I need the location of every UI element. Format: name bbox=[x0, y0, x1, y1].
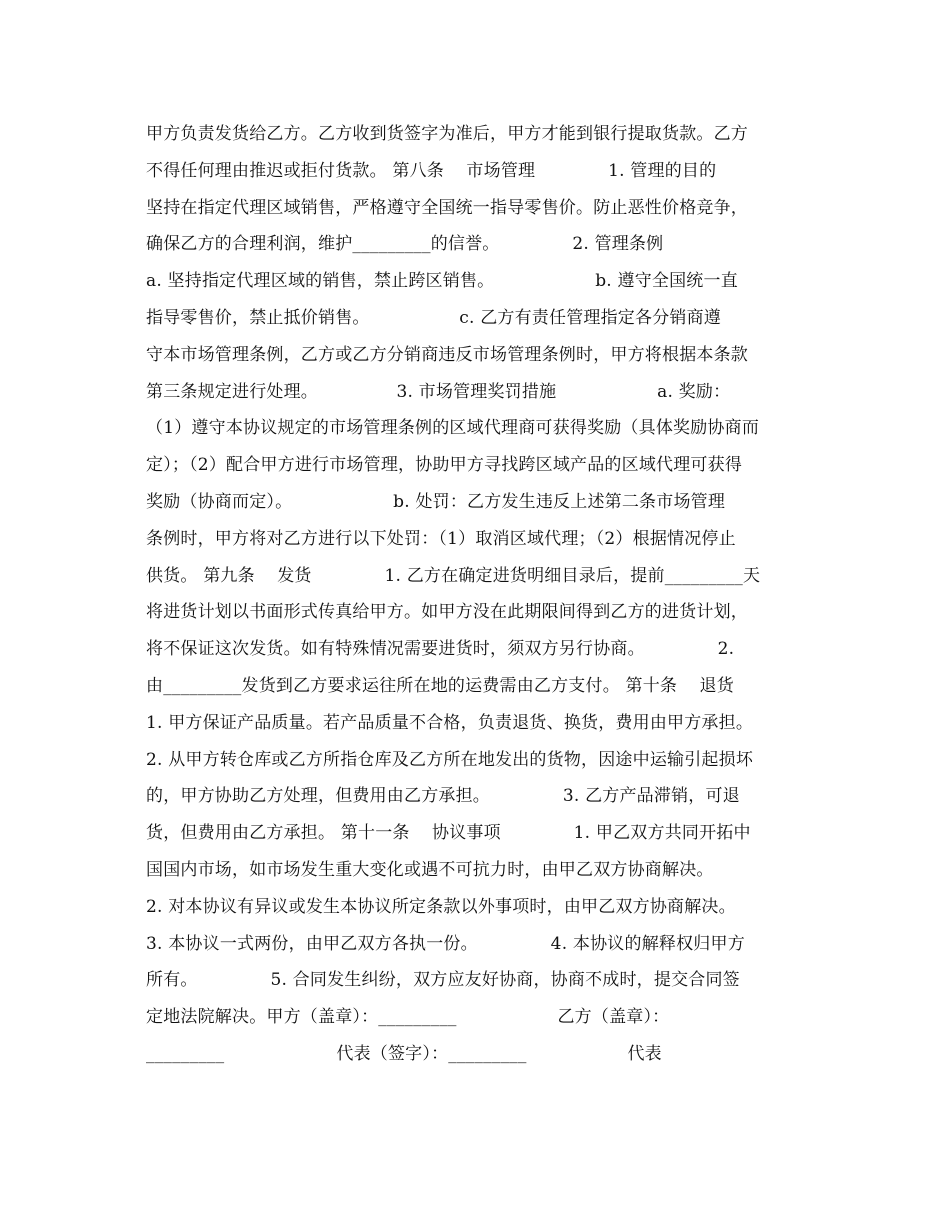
text-line: 国国内市场，如市场发生重大变化或遇不可抗力时，由甲乙双方协商解决。 bbox=[146, 859, 714, 880]
text-line: 确保乙方的合理利润，维护_________的信誉。 2. 管理条例 bbox=[146, 234, 664, 255]
text-line: 条例时，甲方将对乙方进行以下处罚：（1）取消区域代理；（2）根据情况停止 bbox=[146, 528, 736, 549]
text-line: 3. 本协议一式两份，由甲乙双方各执一份。 4. 本协议的解释权归甲方 bbox=[146, 933, 745, 954]
text-line: a. 坚持指定代理区域的销售，禁止跨区销售。 b. 遵守全国统一直 bbox=[146, 271, 738, 292]
text-line: 将进货计划以书面形式传真给甲方。如甲方没在此期限间得到乙方的进货计划， bbox=[146, 602, 748, 623]
text-line: 货，但费用由乙方承担。 第十一条 协议事项 1. 甲乙双方共同开拓中 bbox=[146, 823, 751, 844]
text-line: 将不保证这次发货。如有特殊情况需要进货时，须双方另行协商。 2. bbox=[146, 639, 735, 660]
contract-body bbox=[146, 116, 816, 1073]
text-line: 坚持在指定代理区域销售，严格遵守全国统一指导零售价。防止恶性价格竞争， bbox=[146, 197, 748, 218]
text-line: 的，甲方协助乙方处理，但费用由乙方承担。 3. 乙方产品滞销，可退 bbox=[146, 786, 740, 807]
text-line: 奖励（协商而定）。 b. 处罚：乙方发生违反上述第二条市场管理 bbox=[146, 491, 726, 512]
text-line: 1. 甲方保证产品质量。若产品质量不合格，负责退货、换货，费用由甲方承担。 bbox=[146, 712, 754, 733]
text-line: 供货。 第九条 发货 1. 乙方在确定进货明细目录后，提前_________天 bbox=[146, 565, 761, 586]
text-line: 守本市场管理条例，乙方或乙方分销商违反市场管理条例时，甲方将根据本条款 bbox=[146, 344, 748, 365]
text-line: 第三条规定进行处理。 3. 市场管理奖罚措施 a. 奖励： bbox=[146, 381, 731, 402]
text-line: 2. 从甲方转仓库或乙方所指仓库及乙方所在地发出的货物，因途中运输引起损坏 bbox=[146, 749, 754, 770]
text-line: 定地法院解决。甲方（盖章）：_________ 乙方（盖章）： bbox=[146, 1007, 670, 1028]
text-line: 所有。 5. 合同发生纠纷，双方应友好协商，协商不成时，提交合同签 bbox=[146, 970, 740, 991]
text-line: 不得任何理由推迟或拒付货款。 第八条 市场管理 1. 管理的目的 bbox=[146, 160, 717, 181]
text-line: 由_________发货到乙方要求运往所在地的运费需由乙方支付。 第十条 退货 bbox=[146, 675, 734, 696]
text-line: 2. 对本协议有异议或发生本协议所定条款以外事项时，由甲乙双方协商解决。 bbox=[146, 896, 736, 917]
text-line: （1）遵守本协议规定的市场管理条例的区域代理商可获得奖励（具体奖励协商而 bbox=[146, 418, 760, 439]
signature-line: _________ 代表（签字）：_________ 代表 bbox=[146, 1043, 662, 1064]
text-line: 定）；（2）配合甲方进行市场管理，协助甲方寻找跨区域产品的区域代理可获得 bbox=[146, 455, 743, 476]
text-line: 甲方负责发货给乙方。乙方收到货签字为准后，甲方才能到银行提取货款。乙方 bbox=[146, 124, 748, 144]
text-line: 指导零售价，禁止抵价销售。 c. 乙方有责任管理指定各分销商遵 bbox=[146, 307, 721, 328]
